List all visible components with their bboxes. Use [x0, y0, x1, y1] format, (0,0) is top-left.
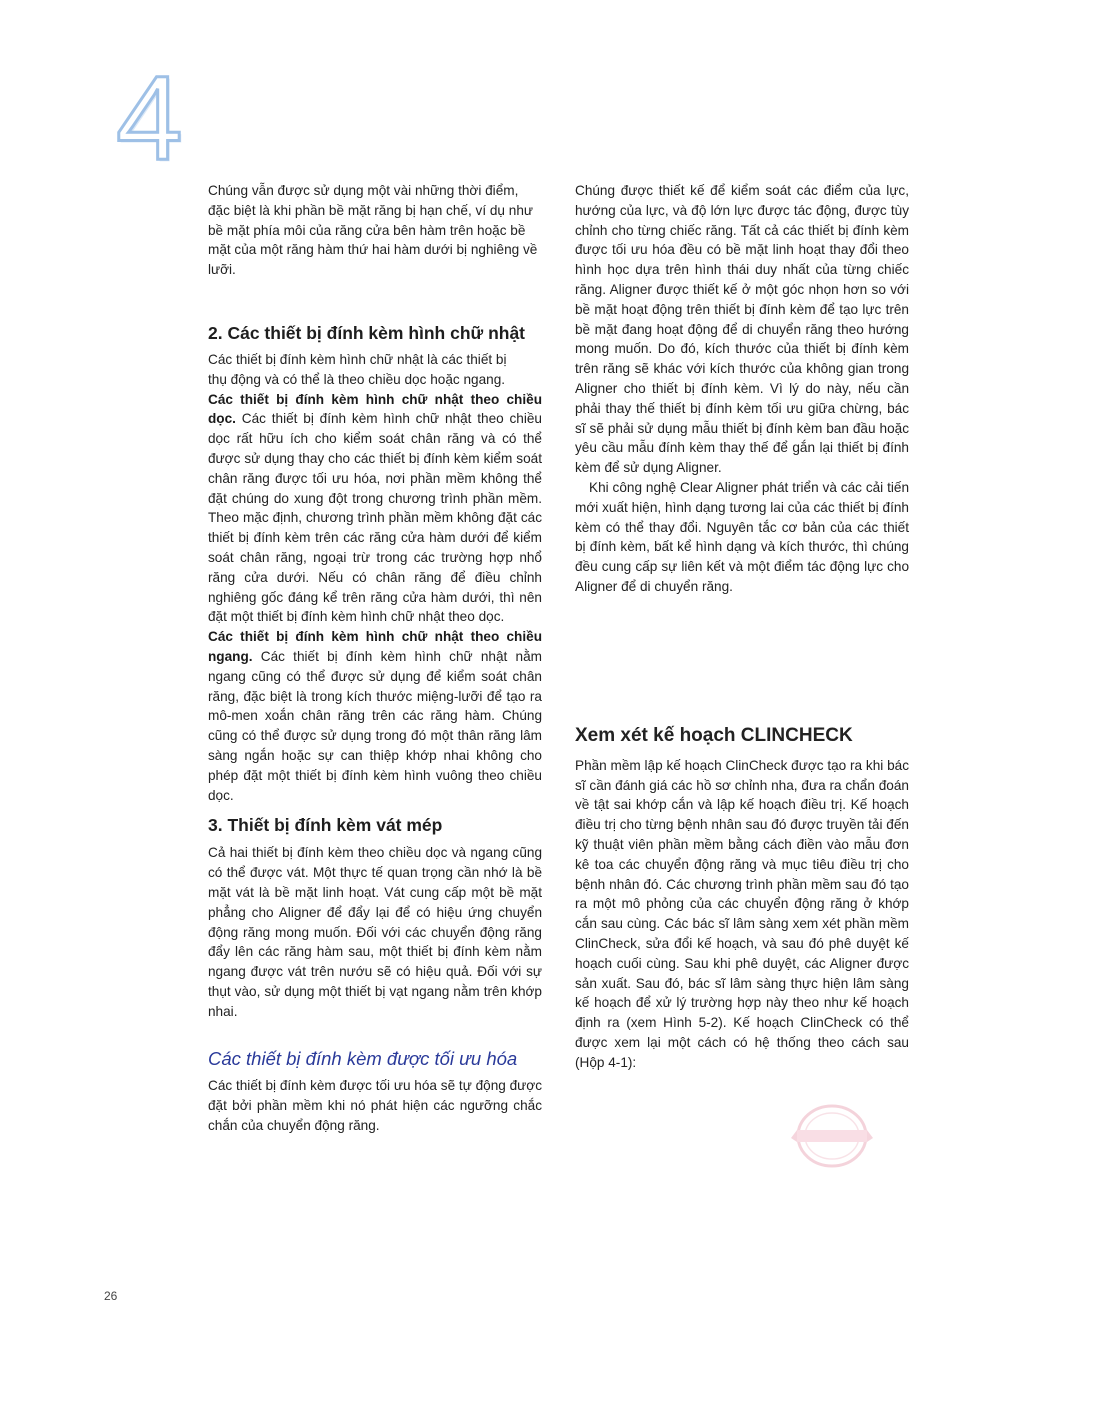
page-number: 26 [104, 1289, 118, 1303]
watermark-stamp-icon [779, 1102, 885, 1170]
left-column [208, 181, 542, 1136]
horizontal-rectangular-paragraph: Các thiết bị đính kèm hình chữ nhật theo chiều ngang. Các thiết bị đính kèm hình chữ nhật nằm ngang cũng có thể được sử dụng để kiểm soát chân răng, đặc biệt là trong kích thước miệng-lưỡi để tạo ra mô-men xoắn chân răng trên các răng hàm. Chúng cũng có thể được sử dụng trong đó một thân răng lâm sàng ngắn hoặc sự can thiệp khớp nhai không cho phép đặt một thiết bị đính kèm hình vuông theo chiều dọc. [208, 629, 542, 803]
heading-optimized-attachments: Các thiết bị đính kèm được tối ưu hóa [208, 1048, 518, 1070]
intro-paragraph: Chúng vẫn được sử dụng một vài những thời điểm, đặc biệt là khi phần bề mặt răng bị hạn chế, ví dụ như bề mặt phía môi của răng cửa bên hàm trên hoặc bề mặt của một răng hàm thứ hai hàm dưới bị nghiêng về lưỡi. [208, 183, 538, 278]
chapter-number: 4 [116, 51, 183, 185]
heading-clincheck: Xem xét kế hoạch CLINCHECK [575, 724, 853, 746]
clincheck-paragraph: Phần mềm lập kế hoạch ClinCheck được tạo ra khi bác sĩ cần đánh giá các hồ sơ chỉnh nha, đưa ra chẩn đoán về tật sai khớp cắn và lập kế hoạch điều trị. Kế hoạch điều trị cho từng bệnh nhân sau đó được truyền tải đến kỹ thuật viên phần mềm bằng cách điền vào mẫu đơn kê toa các chuyển động răng và mục tiêu điều trị cho bệnh nhân đó. Các chương trình phần mềm sau đó tạo ra một mô phỏng của các chuyển động răng ở khớp cắn sau cùng. Các bác sĩ lâm sàng xem xét phần mềm ClinCheck, sửa đổi kế hoạch, và sau đó phê duyệt kế hoạch cuối cùng. Sau khi phê duyệt, các Aligner được sản xuất. Sau đó, bác sĩ lâm sàng thực hiện lâm sàng kế hoạch để xử lý trường hợp này theo như kế hoạch định ra (xem Hình 5-2). Kế hoạch ClinCheck có thể được xem lại một cách có hệ thống theo cách sau (Hộp 4-1): [575, 757, 909, 1070]
optimized-paragraph: Các thiết bị đính kèm được tối ưu hóa sẽ tự động được đặt bởi phần mềm khi nó phát hiện các ngưỡng chắc chắn của chuyển động răng. [208, 1078, 542, 1134]
heading-rectangular-attachments: 2. Các thiết bị đính kèm hình chữ nhật [208, 322, 526, 343]
heading-beveled-attachments: 3. Thiết bị đính kèm vát mép [208, 815, 443, 836]
rectangular-paragraph: Các thiết bị đính kèm hình chữ nhật là các thiết bị thụ động và có thể là theo chiều dọc hoặc ngang. [208, 351, 507, 387]
right-column [575, 181, 909, 1072]
optimized-continued-paragraph: Chúng được thiết kế để kiểm soát các điểm của lực, hướng của lực, và độ lớn lực được tác động, được tùy chỉnh cho từng chiếc răng. Tất cả các thiết bị đính kèm được tối ưu hóa đều có bề mặt linh hoạt thay đổi theo hình học dựa trên hình thái duy nhất của từng chiếc răng. Aligner được thiết kế ở một góc nhọn hơn so với bề mặt hoạt động trên thiết bị đính kèm để tạo lực trên bề mặt đang hoạt động để di chuyển răng theo hướng mong muốn. Do đó, kích thước của thiết bị đính kèm trên răng sẽ khác với kích thước của không gian trong Aligner cho thiết bị đính kèm. Vì lý do này, nếu cần phải thay thế thiết bị đính kèm tối ưu giữa chừng, bác sĩ sẽ phải sử dụng mẫu thiết bị đính kèm ban đầu hoặc yêu cầu mẫu đính kèm thay thế để gắn lại thiết bị đính kèm để sử dụng Aligner. [575, 183, 909, 476]
horizontal-rectangular-term: Các thiết bị đính kèm hình chữ nhật theo chiều ngang. [208, 629, 542, 664]
vertical-rectangular-paragraph: Các thiết bị đính kèm hình chữ nhật theo chiều dọc. Các thiết bị đính kèm hình chữ nhật theo chiều dọc rất hữu ích cho kiểm soát chân răng và có thể được sử dụng thay cho các thiết bị đính kèm kiểm soát chân răng được tối ưu hóa, nơi phần mềm không thể đặt chúng do xung đột trong chương trình phần mềm. Theo mặc định, chương trình phần mềm không đặt các thiết bị đính kèm trên các răng cửa hàm dưới để kiểm soát chân răng, ngoại trừ trong các trường hợp nhổ răng cửa dưới. Nếu có chân răng để điều chỉnh nghiêng gốc đáng kể trên răng cửa hàm dưới, thì nên đặt một thiết bị đính kèm hình chữ nhật theo dọc. [208, 391, 542, 625]
vertical-rectangular-term: Các thiết bị đính kèm hình chữ nhật theo chiều dọc. [208, 391, 542, 427]
beveled-paragraph: Cả hai thiết bị đính kèm theo chiều dọc và ngang cũng có thể được vát. Một thực tế quan trọng cần nhớ là bề mặt vát là bề mặt linh hoạt. Vát cung cấp một bề mặt phẳng cho Aligner để đẩy lại để có hiệu ứng chuyển động răng mong muốn. Đối với các chuyển động răng đẩy lên các răng hàm sau, một thiết bị đính kèm nằm ngang được vát trên nướu sẽ có hiệu quả. Đối với sự thụt vào, sử dụng một thiết bị vạt ngang nằm trên khớp nhai. [208, 845, 542, 1019]
future-attachments-paragraph: Khi công nghệ Clear Aligner phát triển và các cải tiến mới xuất hiện, hình dạng tương lai của các thiết bị đính kèm có thể thay đổi. Nguyên tắc cơ bản của các thiết bị đính kèm, bất kể hình dạng và kích thước, thì chúng đều cung cấp sự liên kết và một điểm tác động lực cho Aligner để di chuyển răng. [575, 479, 909, 594]
